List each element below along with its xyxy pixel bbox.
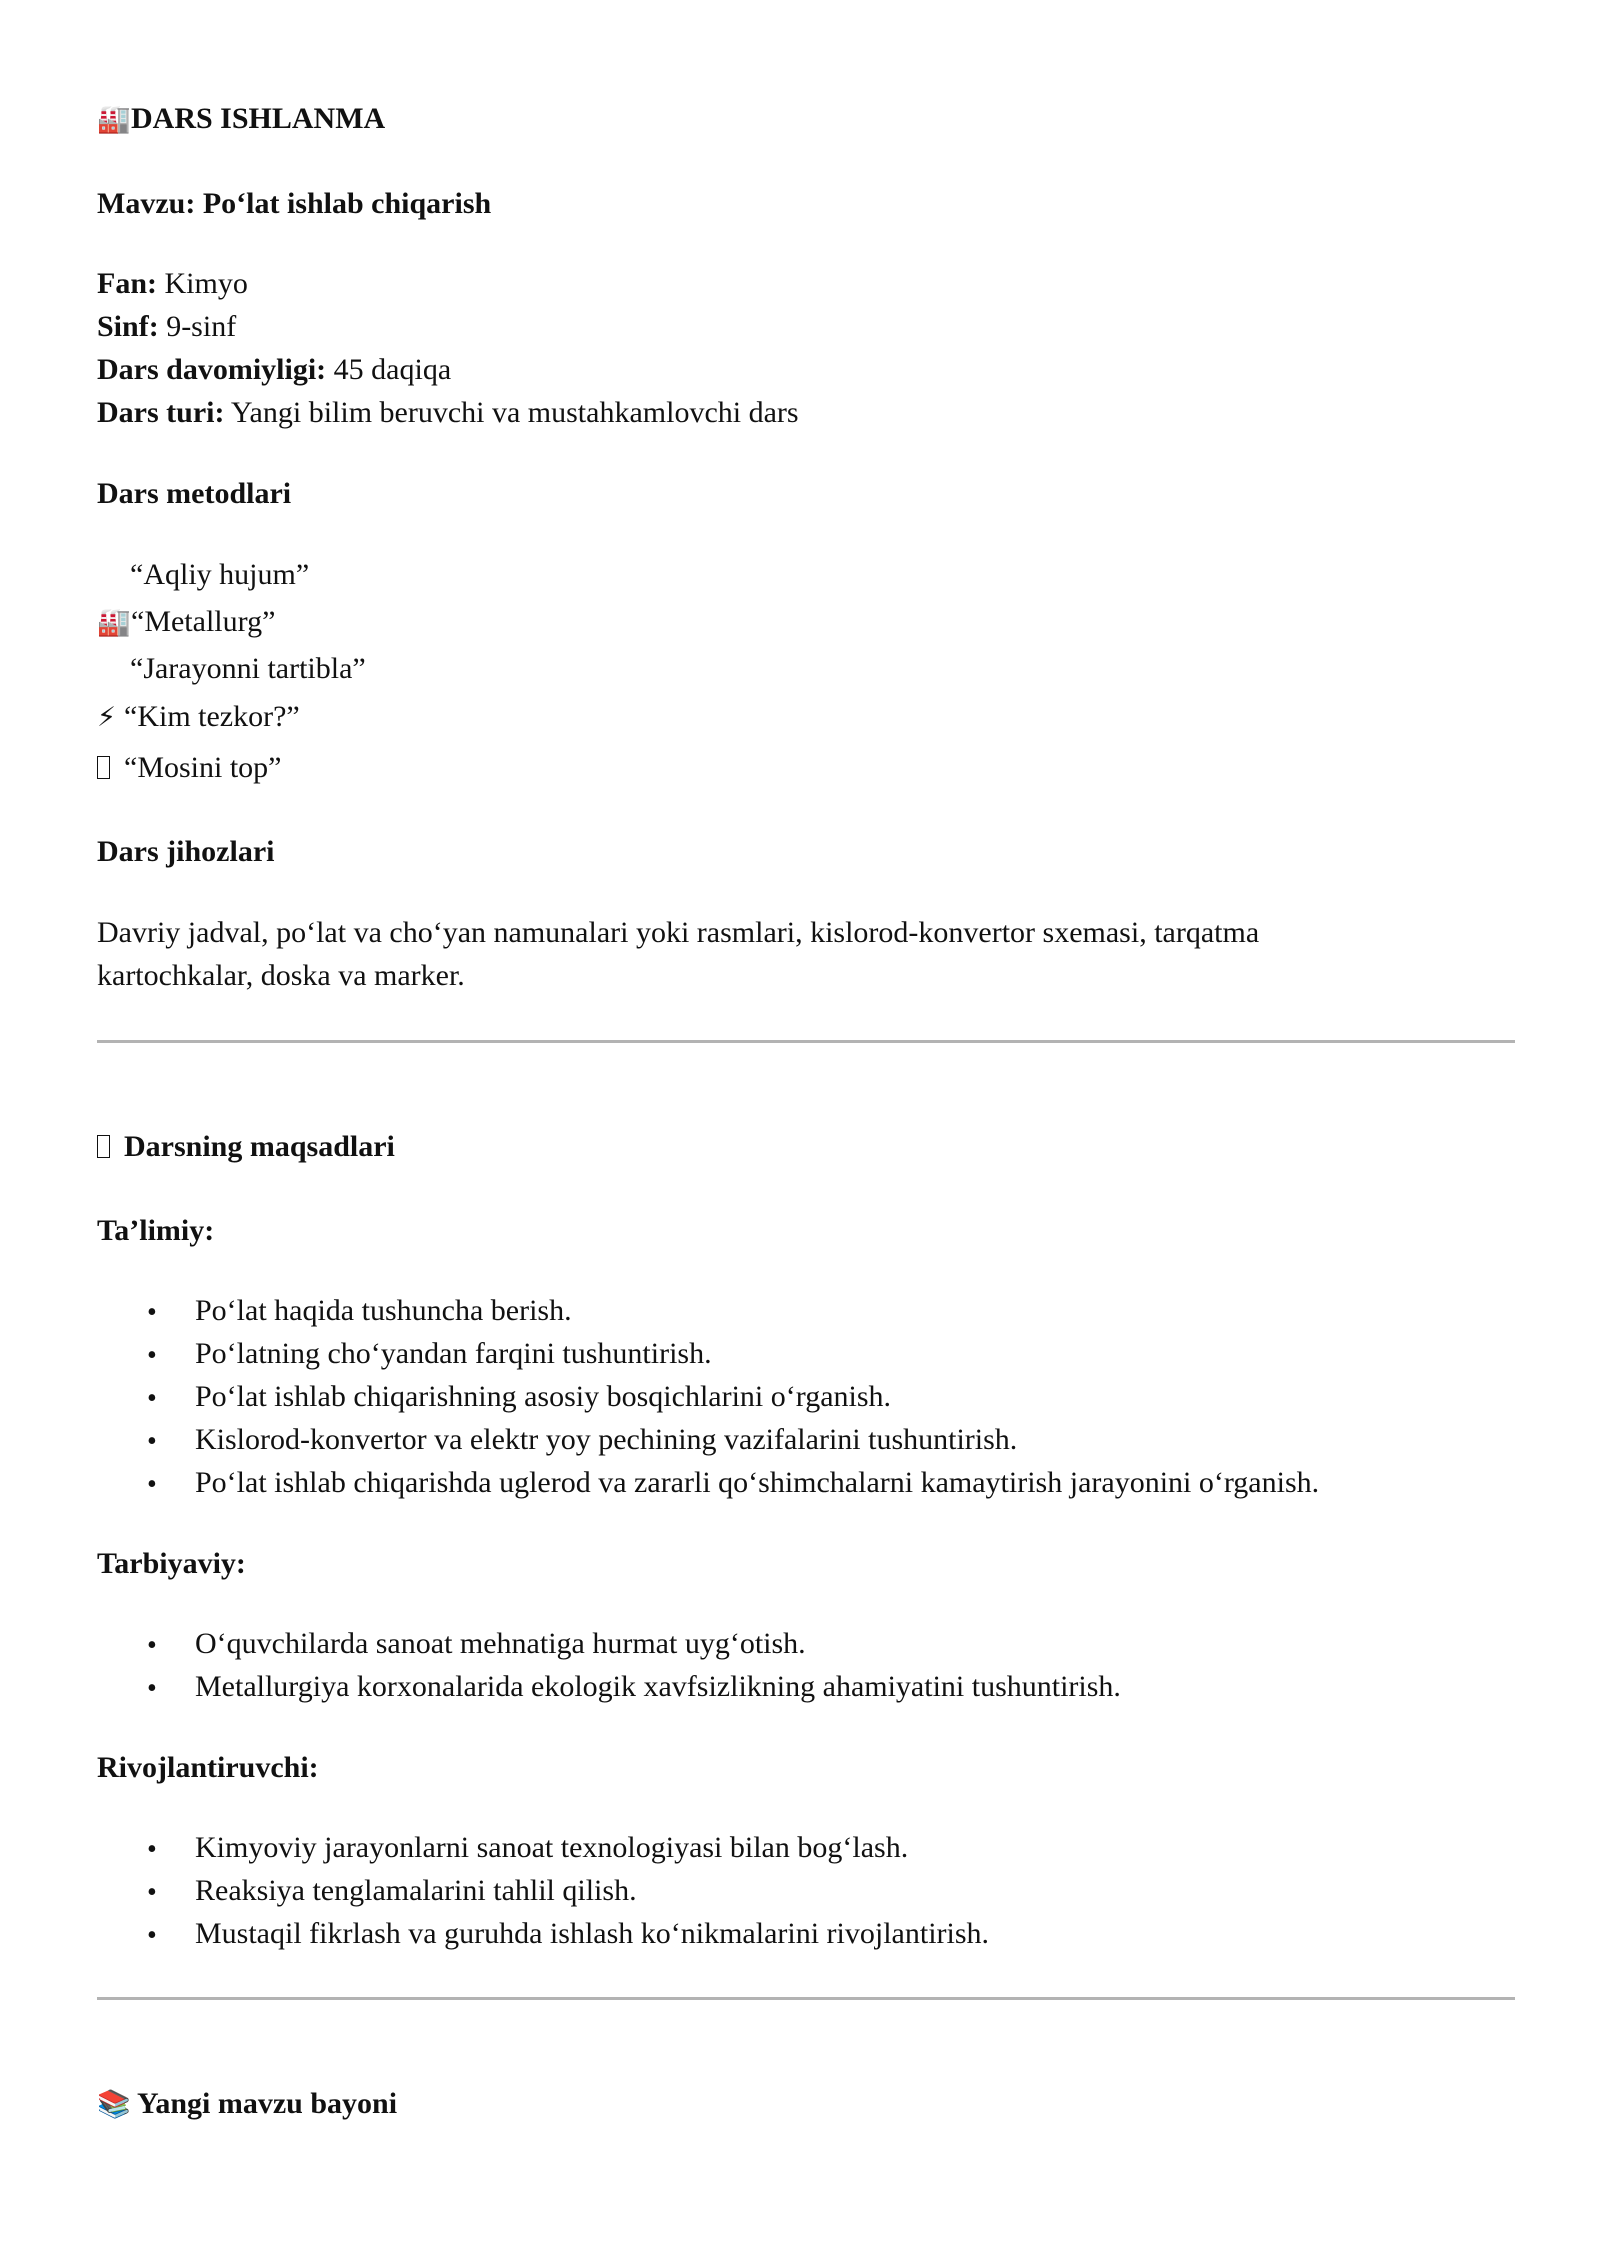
info-subject: Fan: Kimyo <box>97 267 248 300</box>
method-item: ⚡ “Kim tezkor?” <box>97 700 300 733</box>
info-lesson-type: Dars turi: Yangi bilim beruvchi va mustahkamlovchi dars <box>97 396 799 429</box>
list-item: Po‘lat ishlab chiqarishda uglerod va zararli qo‘shimchalarni kamaytirish jarayonini o‘rganish. <box>195 1466 1320 1499</box>
info-grade: Sinf: 9-sinf <box>97 310 237 343</box>
bullet: • <box>147 1673 157 1704</box>
books-icon: 📚 <box>97 2089 131 2120</box>
list-item: Kimyoviy jarayonlarni sanoat texnologiyasi bilan bog‘lash. <box>195 1831 909 1864</box>
bullet: • <box>147 1920 157 1951</box>
factory-icon: 🏭 <box>97 607 131 638</box>
developmental-heading: Rivojlantiruvchi: <box>97 1751 319 1784</box>
method-item: “Mosini top” <box>97 750 282 786</box>
divider <box>97 1997 1515 2000</box>
educational-heading: Ta’limiy: <box>97 1214 215 1247</box>
equipment-text-line: Davriy jadval, po‘lat va cho‘yan namunalari yoki rasmlari, kislorod-konvertor sxemasi, tarqatma <box>97 916 1260 949</box>
lightning-icon: ⚡ <box>97 702 116 733</box>
bullet: • <box>147 1877 157 1908</box>
divider <box>97 1040 1515 1043</box>
equipment-text-line: kartochkalar, doska va marker. <box>97 959 465 992</box>
bullet: • <box>147 1297 157 1328</box>
bullet: • <box>147 1630 157 1661</box>
bullet: • <box>147 1834 157 1865</box>
bullet: • <box>147 1340 157 1371</box>
method-item: “Jarayonni tartibla” <box>130 652 366 685</box>
list-item: Metallurgiya korxonalarida ekologik xavfsizlikning ahamiyatini tushuntirish. <box>195 1670 1121 1703</box>
list-item: Po‘lat haqida tushuncha berish. <box>195 1294 572 1327</box>
list-item: Po‘lat ishlab chiqarishning asosiy bosqichlarini o‘rganish. <box>195 1380 892 1413</box>
equipment-heading: Dars jihozlari <box>97 835 275 868</box>
factory-icon: 🏭 <box>97 104 131 135</box>
bullet: • <box>147 1469 157 1500</box>
list-item: Mustaqil fikrlash va guruhda ishlash ko‘nikmalarini rivojlantirish. <box>195 1917 990 1950</box>
list-item: O‘quvchilarda sanoat mehnatiga hurmat uyg‘otish. <box>195 1627 806 1660</box>
method-item: 🏭“Metallurg” <box>97 605 276 638</box>
list-item: Reaksiya tenglamalarini tahlil qilish. <box>195 1874 637 1907</box>
upbringing-heading: Tarbiyaviy: <box>97 1547 246 1580</box>
bullet: • <box>147 1383 157 1414</box>
info-duration: Dars davomiyligi: 45 daqiqa <box>97 353 452 386</box>
methods-heading: Dars metodlari <box>97 477 292 510</box>
method-item: “Aqliy hujum” <box>130 558 310 591</box>
missing-glyph-icon <box>97 1135 110 1158</box>
new-topic-heading: 📚 Yangi mavzu bayoni <box>97 2087 398 2120</box>
missing-glyph-icon <box>97 756 110 779</box>
bullet: • <box>147 1426 157 1457</box>
list-item: Po‘latning cho‘yandan farqini tushuntirish. <box>195 1337 712 1370</box>
list-item: Kislorod-konvertor va elektr yoy pechining vazifalarini tushuntirish. <box>195 1423 1018 1456</box>
topic-line: Mavzu: Po‘lat ishlab chiqarish <box>97 187 492 220</box>
goals-heading: Darsning maqsadlari <box>97 1129 395 1165</box>
doc-title: 🏭DARS ISHLANMA <box>97 102 386 135</box>
